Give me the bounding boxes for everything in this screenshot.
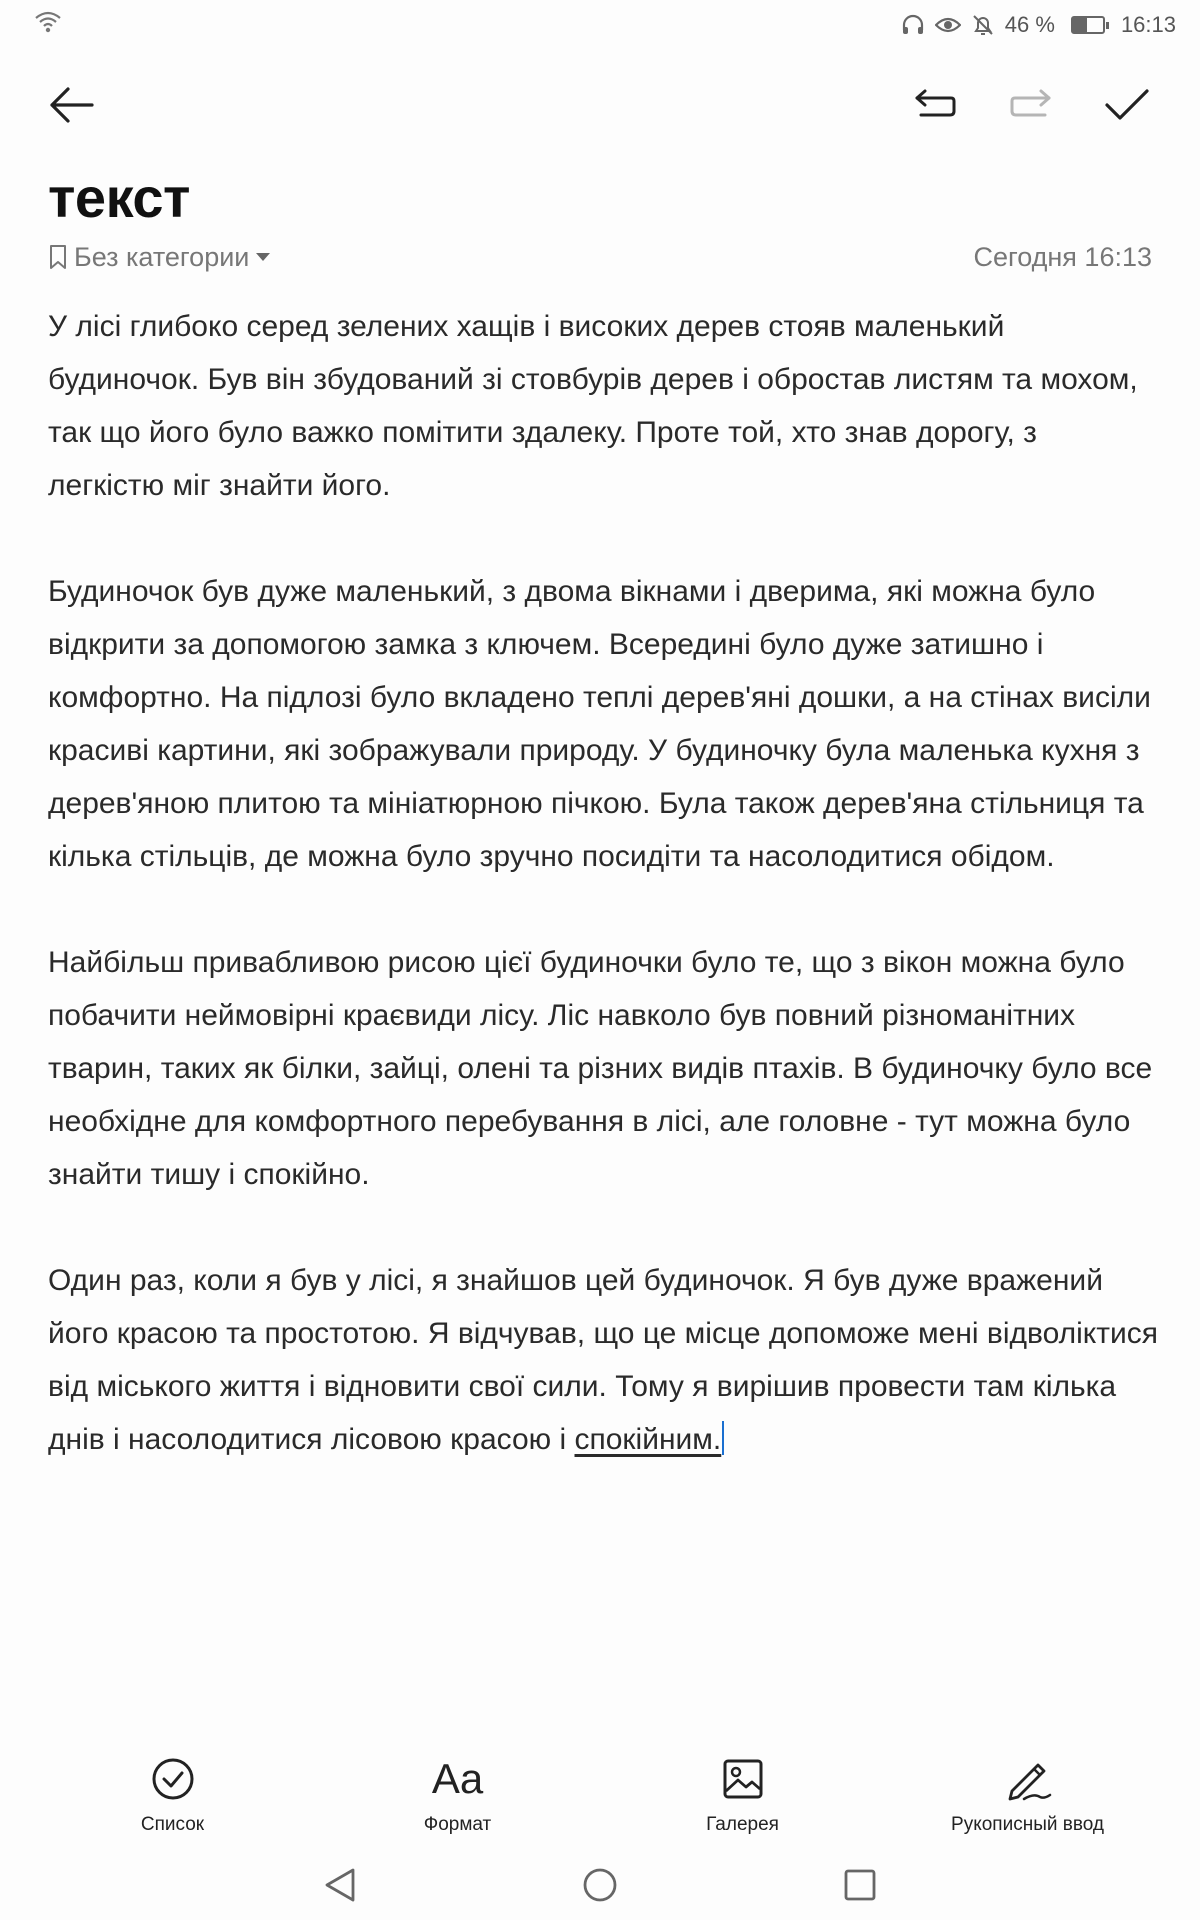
check-icon (1104, 87, 1150, 123)
bottom-toolbar (0, 1740, 1200, 1850)
format-label: Формат (423, 1814, 492, 1835)
handwriting-label: Рукописный ввод (951, 1814, 1104, 1835)
battery-level-fill (1073, 18, 1087, 32)
battery-icon (1071, 16, 1105, 34)
undo-button[interactable] (900, 70, 970, 140)
checklist-label: Список (140, 1814, 205, 1835)
nav-home-button[interactable] (570, 1855, 630, 1915)
paragraph: Найбільш привабливою рисою цієї будиночки було те, що з вікон можна було побачити неймовірні краєвиди лісу. Ліс навколо був повний різноманітних тварин, таких як білки, зайці, олені та різних видів птахів. В будиночку було все необхідне для комфортного перебування в лісі, але головне - тут можна було знайти тишу і спокійно. (48, 946, 1153, 1191)
redo-button[interactable] (996, 70, 1066, 140)
handwriting-icon (1004, 1757, 1052, 1801)
editor-toolbar (0, 70, 1200, 140)
headphones-icon (901, 14, 925, 36)
note-date: Сегодня 16:13 (973, 241, 1152, 272)
category-selector[interactable] (48, 242, 271, 273)
battery-percent: 46 % (1004, 12, 1055, 37)
nav-back-button[interactable] (310, 1855, 370, 1915)
gallery-button[interactable] (623, 1754, 863, 1836)
back-triangle-icon (323, 1867, 357, 1903)
status-indicators (901, 12, 1176, 38)
nav-recents-button[interactable] (830, 1855, 890, 1915)
system-nav-bar (0, 1850, 1200, 1920)
note-body-editor[interactable] (48, 300, 1158, 1466)
eye-icon (935, 15, 961, 35)
paragraph: Будиночок був дуже маленький, з двома вікнами і дверима, які можна було відкрити за допомогою замка з ключем. Всередині було дуже затишно і комфортно. На підлозі було вкладено теплі дерев'яні дошки, а на стінах висіли красиві картини, які зображували природу. У будиночку була маленька кухня з дерев'яною плитою та мініатюрною пічкою. Була також дерев'яна стільниця та кілька стільців, де можна було зручно посидіти та насолодитися обідом. (48, 575, 1151, 873)
chevron-down-icon (255, 251, 271, 263)
arrow-left-icon (48, 85, 94, 125)
gallery-label: Галерея (706, 1814, 779, 1835)
category-label: Без категории (74, 241, 250, 272)
paragraph: У лісі глибоко серед зелених хащів і високих дерев стояв маленький будиночок. Був він збудований зі стовбурів дерев і обростав листям та мохом, так що його було важко помітити здалеку. Проте той, хто знав дорогу, з легкістю міг знайти його. (48, 310, 1138, 502)
home-circle-icon (582, 1867, 618, 1903)
last-word-underlined: спокійним. (574, 1423, 722, 1456)
clock: 16:13 (1120, 12, 1176, 37)
format-icon: Aa (431, 1755, 484, 1802)
paragraph-last (48, 1254, 1158, 1466)
text-cursor (722, 1421, 724, 1455)
checklist-icon (151, 1757, 195, 1801)
gallery-icon (722, 1758, 764, 1800)
format-button[interactable] (338, 1754, 578, 1836)
bell-off-icon (971, 13, 995, 37)
paragraph-text: Один раз, коли я був у лісі, я знайшов цей будиночок. Я був дуже вражений його красою та простотою. Я відчував, що це місце допоможе мені відволіктися від міського життя і відновити свої сили. Тому я вирішив провести там кілька днів і насолодитися лісовою красою і (48, 1264, 1158, 1456)
redo-icon (1009, 87, 1053, 123)
bookmark-icon (48, 244, 68, 270)
undo-icon (913, 87, 957, 123)
recents-square-icon (843, 1868, 877, 1902)
note-title[interactable]: текст (48, 166, 190, 229)
confirm-button[interactable] (1092, 70, 1162, 140)
note-meta (48, 240, 1152, 274)
back-button[interactable] (36, 70, 106, 140)
checklist-button[interactable] (53, 1754, 293, 1836)
wifi-icon (34, 11, 62, 39)
status-bar (0, 0, 1200, 50)
handwriting-button[interactable] (908, 1754, 1148, 1836)
